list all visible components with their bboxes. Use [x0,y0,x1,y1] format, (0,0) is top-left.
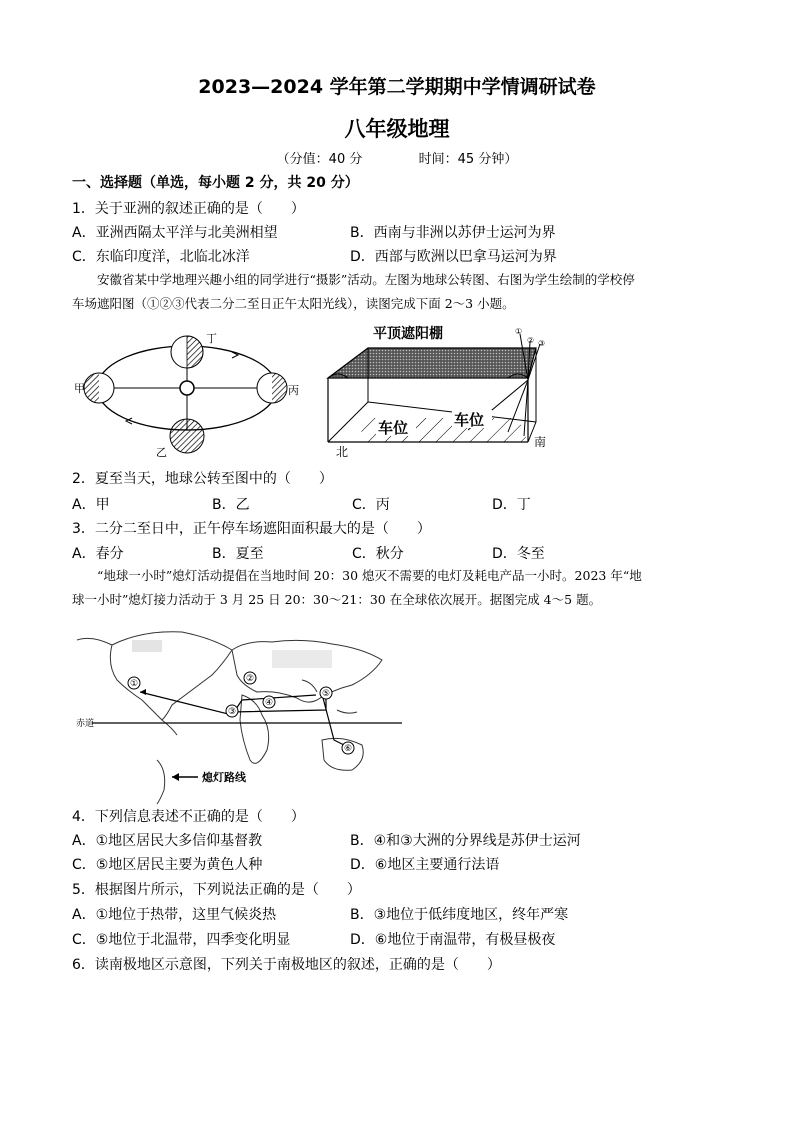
q5-option-c[interactable]: C．⑤地位于北温带，四季变化明显 [72,932,291,948]
shade-title: 平顶遮阳棚 [373,326,443,342]
exam-subject: 八年级地理 [344,117,450,141]
intro2-line2: 球一小时”熄灯接力活动于 3 月 25 日 20：30～21：30 在全球依次展开。据图完成 4～5 题。 [72,592,602,607]
label-south: 南 [534,435,547,449]
intro1-line2: 车场遮阳图（①②③代表二分二至日正午太阳光线），读图完成下面 2～3 小题。 [72,296,515,311]
legend-label: 熄灯路线 [202,771,246,784]
point-3: ③ [228,707,237,717]
score-value: （分值：40 分 [276,152,363,167]
q4-option-c[interactable]: C．⑤地区居民主要为黄色人种 [72,857,263,873]
q1-option-c[interactable]: C．东临印度洋，北临北冰洋 [72,249,250,265]
q1-option-d[interactable]: D．西部与欧洲以巴拿马运河为界 [350,249,557,265]
q5-option-b[interactable]: B．③地位于低纬度地区，终年严寒 [350,907,569,923]
earth-jia-icon [84,373,114,403]
intro1-line1: 安徽省某中学地理兴趣小组的同学进行“摄影”活动。左图为地球公转图、右图为学生绘制的学校停 [97,272,635,287]
q5-option-d[interactable]: D．⑥地位于南温带，有极昼极夜 [350,932,556,948]
label-ding: 丁 [206,332,217,345]
q4-option-b[interactable]: B．④和③大洲的分界线是苏伊士运河 [350,833,581,849]
ray-label-3: ③ [538,339,546,348]
label-jia: 甲 [74,382,85,395]
ray-label-2: ② [527,336,535,345]
earth-bing-icon [257,373,287,403]
q5-option-a[interactable]: A．①地位于热带，这里气候炎热 [72,907,277,923]
q3-option-c[interactable]: C．秋分 [352,546,404,562]
q3-stem: 3．二分二至日中，正午停车场遮阳面积最大的是（ ） [72,521,431,537]
equator-label: 赤道 [76,719,95,729]
route-segment-3 [322,694,344,745]
label-north: 北 [336,445,349,459]
section1-heading: 一、选择题（单选，每小题 2 分，共 20 分） [72,175,359,191]
q5-stem: 5．根据图片所示，下列说法正确的是（ ） [72,882,361,898]
map-land-hint [132,640,332,668]
earth-revolution-figure [72,322,302,462]
legend-arrow-icon [172,773,179,781]
q4-stem: 4．下列信息表述不正确的是（ ） [72,809,305,825]
q1-option-a[interactable]: A．亚洲西隔太平洋与北美洲相望 [72,225,278,241]
label-yi: 乙 [156,446,167,459]
label-bing: 丙 [288,384,299,397]
q2-stem: 2．夏至当天，地球公转至图中的（ ） [72,471,333,487]
time-value: 时间：45 分钟） [418,152,518,167]
point-2: ② [246,674,255,684]
q2-option-d[interactable]: D．丁 [492,497,531,513]
q1-stem: 1．关于亚洲的叙述正确的是（ ） [72,201,305,217]
earth-hour-map-figure [72,620,402,806]
sun-icon [180,381,194,395]
q4-option-d[interactable]: D．⑥地区主要通行法语 [350,857,500,873]
parking-shade-figure [318,322,558,462]
score-time-line [0,148,794,167]
q4-option-a[interactable]: A．①地区居民大多信仰基督教 [72,833,263,849]
earth-ding-icon [171,336,203,368]
parking-slot-2: 车位 [454,411,485,429]
q2-option-c[interactable]: C．丙 [352,497,390,513]
shade-roof [328,348,536,378]
ray-label-1: ① [515,327,523,336]
point-4: ④ [265,698,274,708]
q3-option-d[interactable]: D．冬至 [492,546,545,562]
point-6: ⑥ [344,744,353,754]
q6-stem: 6．读南极地区示意图，下列关于南极地区的叙述，正确的是（ ） [72,957,501,973]
intro-passage-2 [72,564,722,612]
intro-passage-1 [72,268,722,316]
q2-option-a[interactable]: A．甲 [72,497,110,513]
q3-option-b[interactable]: B．夏至 [212,546,264,562]
point-5: ⑤ [322,689,331,699]
point-1: ① [130,679,139,689]
q2-option-b[interactable]: B．乙 [212,497,250,513]
q1-option-b[interactable]: B．西南与非洲以苏伊士运河为界 [350,225,556,241]
parking-slot-1: 车位 [378,419,409,437]
arrow-head-icon [140,689,146,695]
earth-yi-icon [170,419,204,453]
exam-title: 2023—2024 学年第二学期期中学情调研试卷 [198,76,596,98]
q3-option-a[interactable]: A．春分 [72,546,124,562]
intro2-line1: “地球一小时”熄灯活动提倡在当地时间 20：30 熄灭不需要的电灯及耗电产品一小时。2023 年“地 [97,568,642,583]
